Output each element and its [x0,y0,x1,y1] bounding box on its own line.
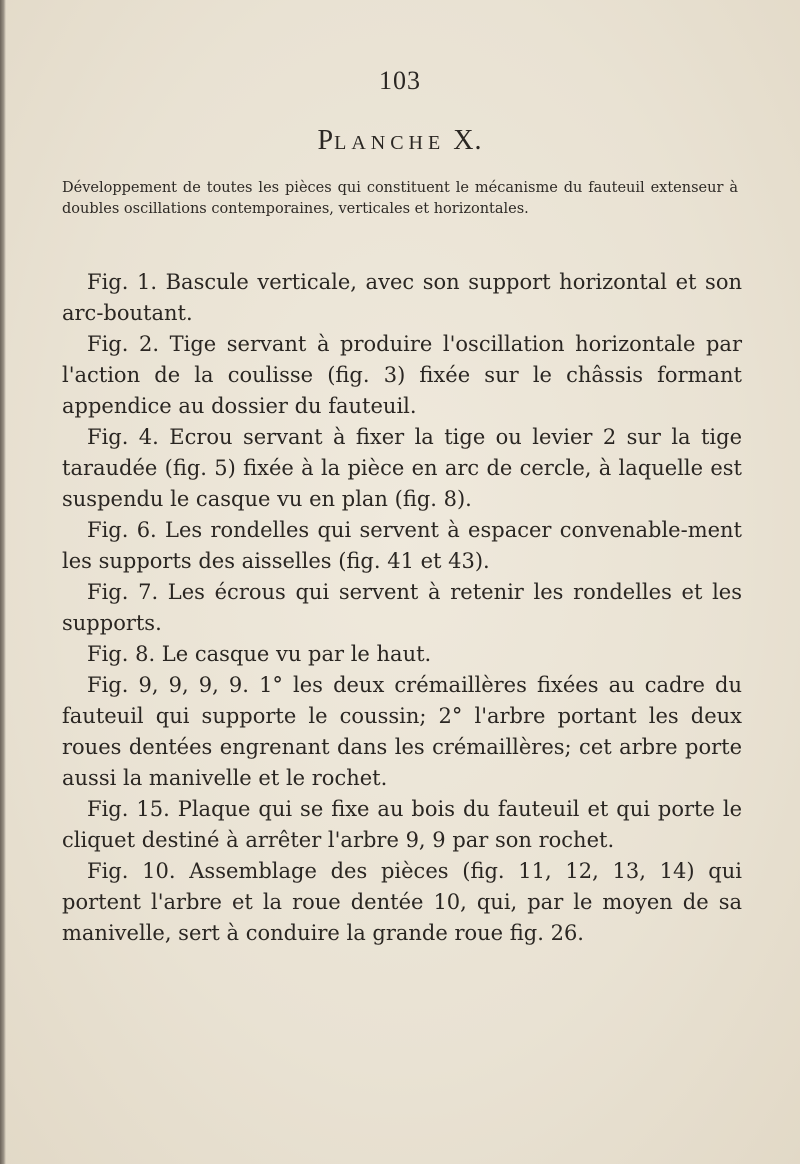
figure-entry-15: Fig. 15. Plaque qui se fixe au bois du fauteuil et qui porte le cliquet destiné à arrêter l'arbre 9, 9 par son rochet. [62,797,742,852]
figure-entries [62,267,742,949]
figure-entry-7: Fig. 7. Les écrous qui servent à retenir les rondelles et les supports. [62,580,742,635]
plate-title-initial: P [317,125,335,156]
plate-title [0,125,800,157]
plate-title-numeral: X. [453,125,483,156]
figure-entry-10: Fig. 10. Assemblage des pièces (fig. 11, 12, 13, 14) qui portent l'arbre et la roue dentée 10, qui, par le moyen de sa manivelle, sert à conduire la grande roue fig. 26. [62,859,742,945]
figure-entry-4: Fig. 4. Ecrou servant à fixer la tige ou levier 2 sur la tige taraudée (fig. 5) fixée à la pièce en arc de cercle, à laquelle est suspendu le casque vu en plan (fig. 8). [62,425,742,511]
figure-entry-9: Fig. 9, 9, 9, 9. 1° les deux crémaillères fixées au cadre du fauteuil qui supporte le coussin; 2° l'arbre portant les deux roues dentées engrenant dans les crémaillères; cet arbre porte aussi la manivelle et le rochet. [62,673,742,790]
figure-entry-1: Fig. 1. Bascule verticale, avec son support horizontal et son arc-boutant. [62,270,742,325]
plate-description: Développement de toutes les pièces qui constituent le mécanisme du fauteuil extenseur à doubles oscillations contemporaines, verticales et horizontales. [62,180,738,217]
figure-entry-2: Fig. 2. Tige servant à produire l'oscillation horizontale par l'action de la coulisse (fig. 3) fixée sur le châssis formant appendice au dossier du fauteuil. [62,332,742,418]
plate-title-word: LANCHE [334,132,446,154]
page-number: 103 [379,66,421,95]
figure-entry-8: Fig. 8. Le casque vu par le haut. [87,642,432,666]
figure-entry-6: Fig. 6. Les rondelles qui servent à espacer convenable-ment les supports des aisselles (fig. 41 et 43). [62,518,742,573]
page-binding-edge [0,0,6,1164]
